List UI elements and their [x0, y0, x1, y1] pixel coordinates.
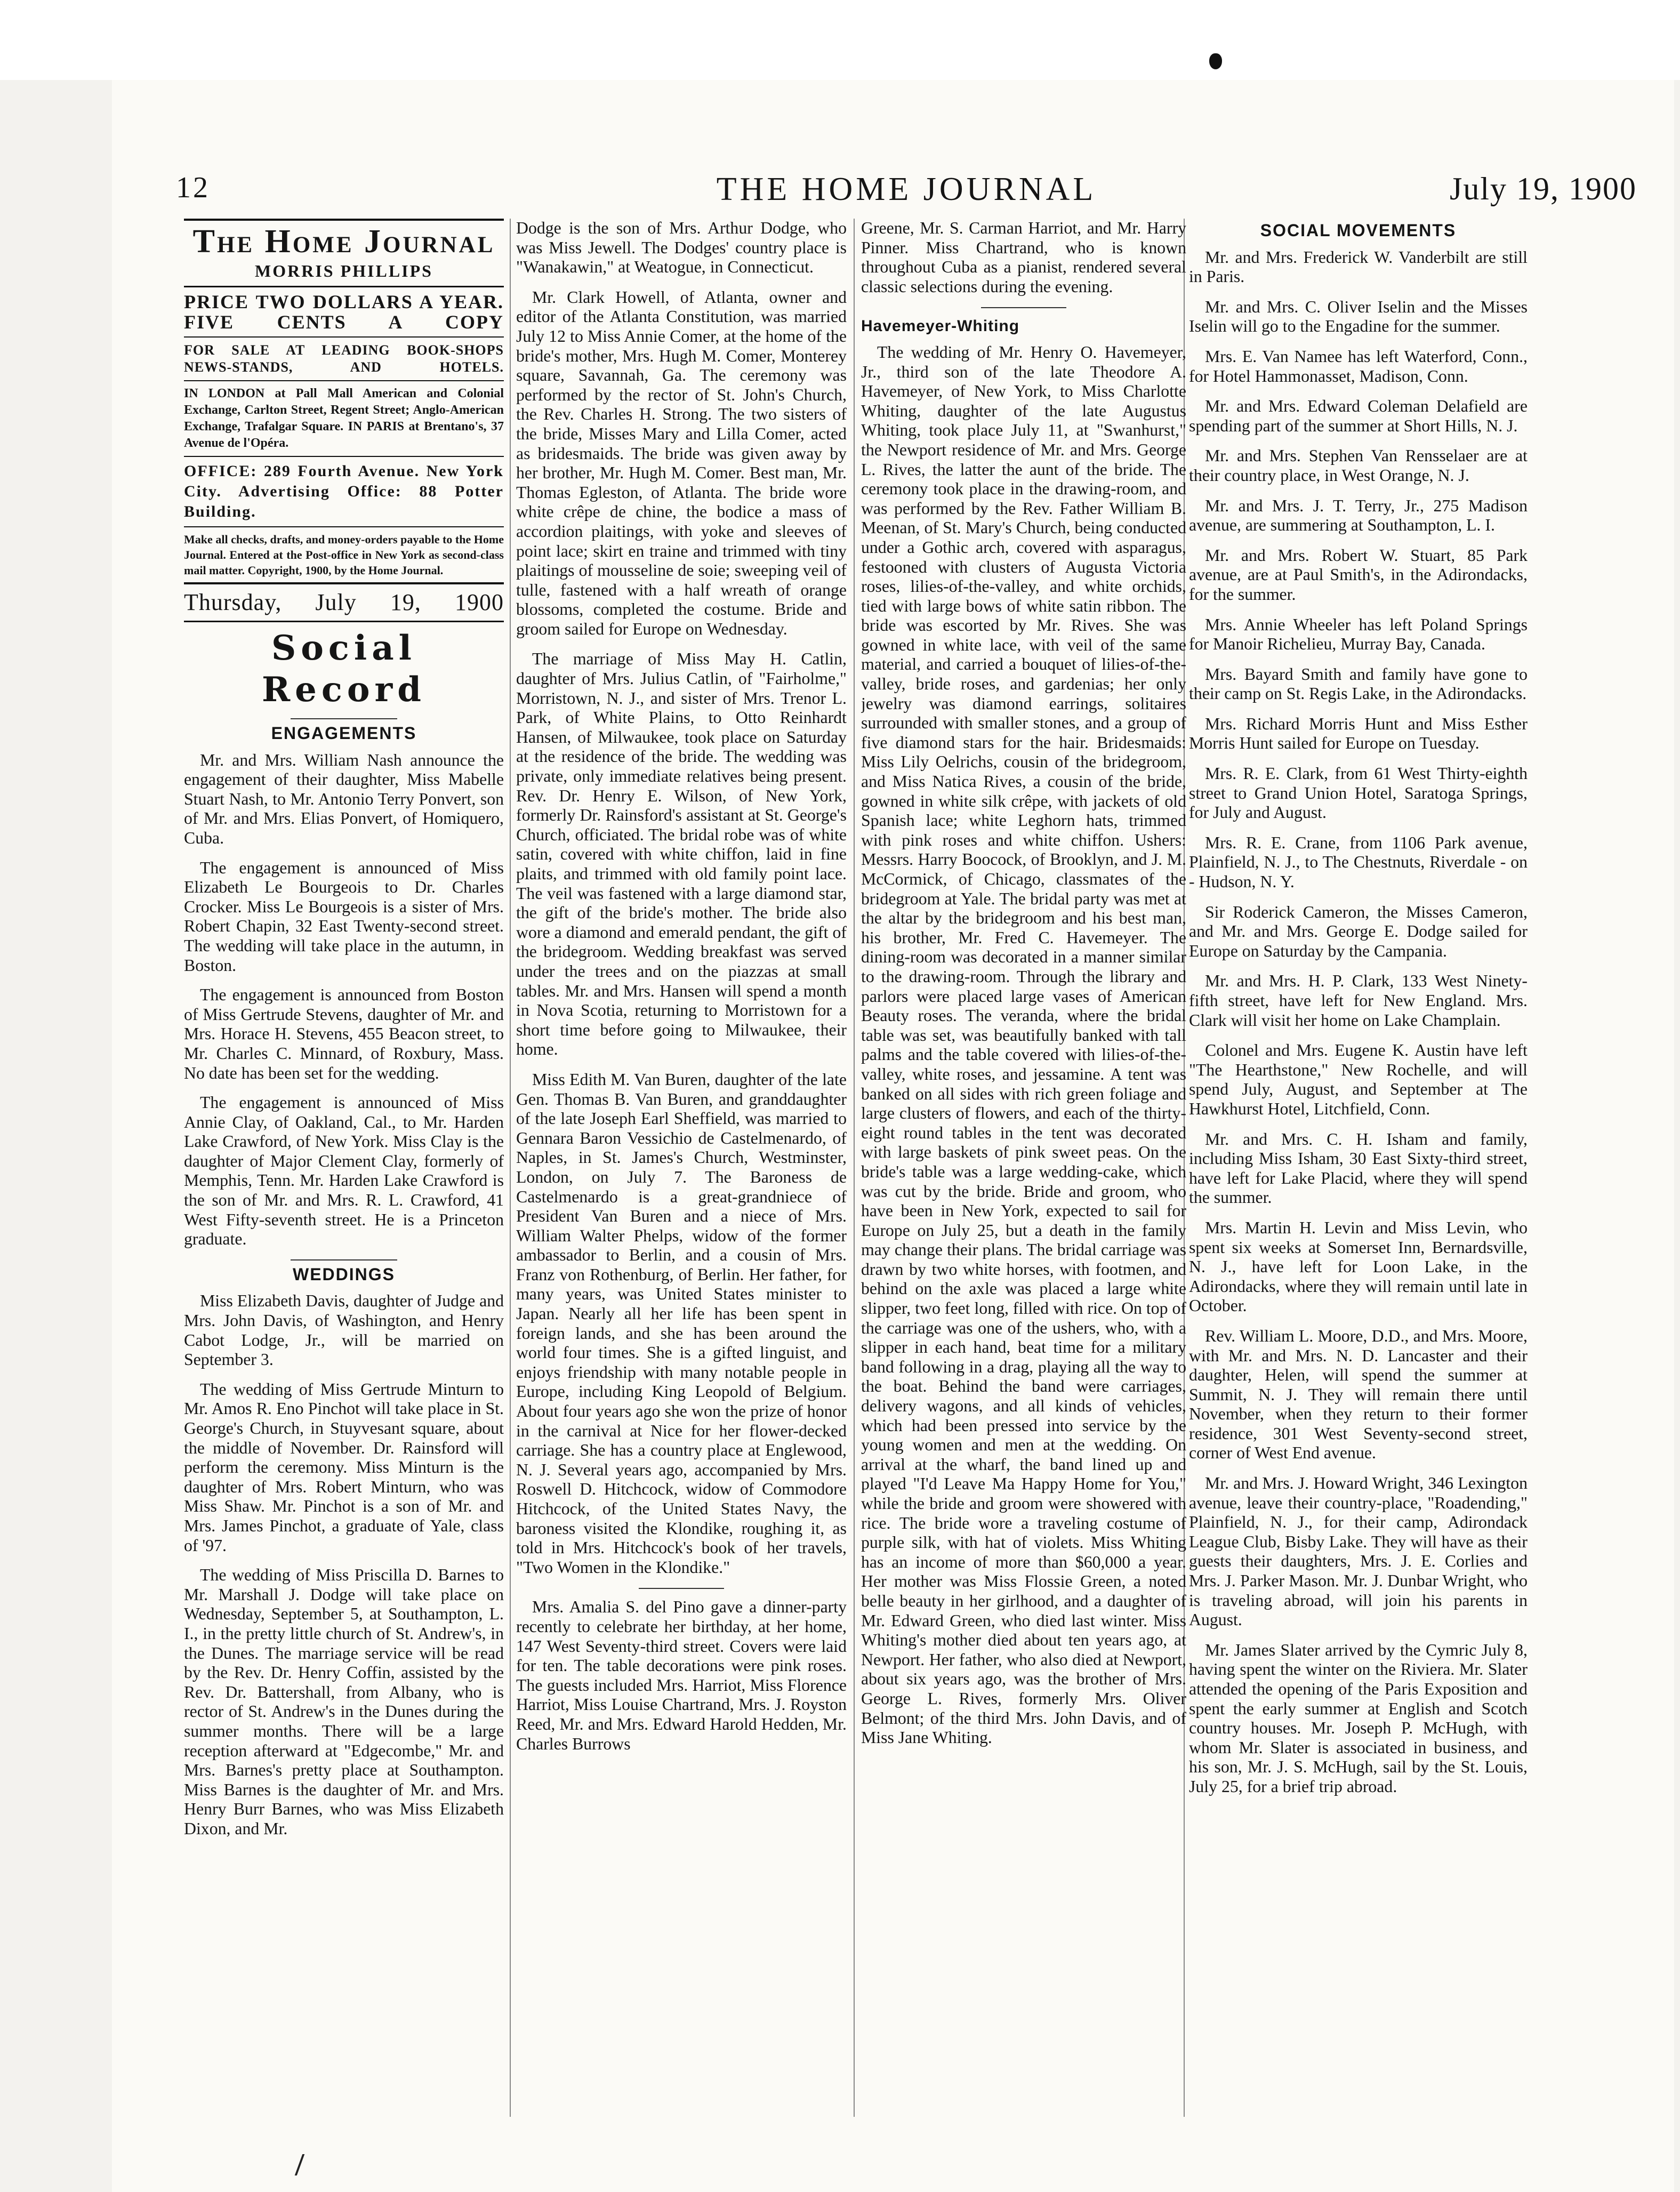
movement-item: Mr. and Mrs. H. P. Clark, 133 West Ninety-fifth street, have left for New England. Mrs. Clark will visit her home on Lake Champlain.	[1189, 971, 1528, 1030]
engagement-item: The engagement is announced of Miss Elizabeth Le Bourgeois to Dr. Charles Crocker. Miss Le Bourgeois is a sister of Mrs. Robert Chapin, 32 East Twenty-second street. The wedding will take place in the autumn, in Boston.	[184, 858, 504, 975]
movement-item: Mr. and Mrs. Robert W. Stuart, 85 Park avenue, are at Paul Smith's, in the Adirondacks, for the summer.	[1189, 545, 1528, 604]
engagement-item: The engagement is announced of Miss Annie Clay, of Oakland, Cal., to Mr. Harden Lake Crawford, of New York. Miss Clay is the daughter of Major Clement Clay, formerly of Memphis, Tenn. Mr. Harden Lake Crawford is the son of Mr. and Mrs. R. L. Crawford, 41 West Fifty-seventh street. He is a Princeton graduate.	[184, 1093, 504, 1249]
article-continuation: Dodge is the son of Mrs. Arthur Dodge, who was Miss Jewell. The Dodges' country place is "Wanakawin," at Weatogue, in Connecticut.	[516, 219, 847, 277]
movement-item: Mr. and Mrs. J. Howard Wright, 346 Lexington avenue, leave their country-place, "Roadending," Plainfield, N. J., for their camp, Adirondack League Club, Bisby Lake. They will have as their guests their daughters, Mrs. J. E. Corlies and Mrs. J. Parker Mason. Mr. J. Dunbar Wright, who is traveling abroad, will join his parents in August.	[1189, 1474, 1528, 1629]
sale-notice: FOR SALE AT LEADING BOOK-SHOPS NEWS-STANDS, AND HOTELS.	[184, 342, 504, 381]
column-rule	[510, 219, 511, 2117]
masthead-title: The Home Journal	[192, 223, 495, 260]
havemeyer-whiting-heading: Havemeyer-Whiting	[861, 317, 1020, 335]
agencies-notice: IN LONDON at Pall Mall American and Colonial Exchange, Carlton Street, Regent Street; Anglo-American Exchange, Trafalgar Square. IN PARIS at Brentano's, 37 Avenue de l'Opéra.	[184, 386, 504, 457]
article-continuation: Greene, Mr. S. Carman Harriot, and Mr. Harry Pinner. Miss Chartrand, who is known throughout Cuba as a pianist, rendered several classic selections during the evening.	[861, 219, 1186, 296]
wedding-item: The wedding of Miss Gertrude Minturn to Mr. Amos R. Eno Pinchot will take place in St. George's Church, in Stuyvesant square, about the middle of November. Dr. Rainsford will perform the ceremony. Miss Minturn is the daughter of Mrs. Robert Minturn, who was Miss Shaw. Mr. Pinchot is a son of Mr. and Mrs. James Pinchot, a graduate of Yale, class of '97.	[184, 1379, 504, 1555]
masthead-editor: MORRIS PHILLIPS	[184, 260, 504, 287]
page-header	[176, 171, 1637, 213]
engagement-item: The engagement is announced from Boston of Miss Gertrude Stevens, daughter of Mr. and Mrs. Horace H. Stevens, 455 Beacon street, to Mr. Charles C. Minnard, of Roxbury, Mass. No date has been set for the wedding.	[184, 985, 504, 1082]
social-movements-heading: SOCIAL MOVEMENTS	[1260, 221, 1457, 240]
article-paragraph: Mr. Clark Howell, of Atlanta, owner and editor of the Atlanta Constitution, was married July 12 to Miss Annie Comer, at the home of the bride's mother, Mrs. Hugh M. Comer, Monterey square, Savannah, Ga. The ceremony was performed by the rector of St. John's Church, the Rev. Charles H. Strong. The two sisters of the bride, Misses Mary and Lilla Comer, acted as bridesmaids. The bride was given away by her brother, Mr. Hugh M. Comer. Best man, Mr. Thomas Egleston, of Atlanta. The bride wore white crêpe de chine, the bodice a mass of accordion plaitings, with yoke and sleeves of point lace; skirt en traine and trimmed with tiny plaitings of mousseline de soie; sweeping veil of tulle, fastened with a half wreath of orange blossoms, completed the costume. Bride and groom sailed for Europe on Wednesday.	[516, 287, 847, 638]
movement-item: Mrs. R. E. Crane, from 1106 Park avenue, Plainfield, N. J., to The Chestnuts, Riverdale - on - Hudson, N. Y.	[1189, 833, 1528, 892]
wedding-item: The wedding of Miss Priscilla D. Barnes to Mr. Marshall J. Dodge will take place on Wednesday, September 5, at Southampton, L. I., in the pretty little church of St. Andrew's, in the Dunes. The marriage service will be read by the Rev. Dr. Henry Coffin, assisted by the Rev. Dr. Battershall, from Albany, who is rector of St. Andrew's in the Dunes during the summer months. There will be a large reception afterward at "Edgecombe," Mr. and Mrs. Barnes's pretty place at Southampton. Miss Barnes is the daughter of Mr. and Mrs. Henry Burr Barnes, who was Miss Elizabeth Dixon, and Mr.	[184, 1565, 504, 1838]
movement-item: Mr. and Mrs. Stephen Van Rensselaer are at their country place, in West Orange, N. J.	[1189, 446, 1528, 485]
column-3	[861, 219, 1186, 2133]
movement-item: Colonel and Mrs. Eugene K. Austin have left "The Hearthstone," New Rochelle, and will spend July, August, and September at The Hawkhurst Hotel, Litchfield, Conn.	[1189, 1041, 1528, 1118]
engagement-item: Mr. and Mrs. William Nash announce the engagement of their daughter, Miss Mabelle Stuart Nash, to Mr. Antonio Terry Ponvert, son of Mr. and Mrs. Elias Ponvert, of Homiquero, Cuba.	[184, 750, 504, 847]
column-rule	[854, 219, 855, 2117]
running-title: THE HOME JOURNAL	[716, 171, 1097, 207]
movement-item: Mrs. Richard Morris Hunt and Miss Esther Morris Hunt sailed for Europe on Tuesday.	[1189, 714, 1528, 753]
movement-item: Mrs. R. E. Clark, from 61 West Thirty-eighth street to Grand Union Hotel, Saratoga Springs, for July and August.	[1189, 764, 1528, 822]
movement-item: Mrs. E. Van Namee has left Waterford, Conn., for Hotel Hammonasset, Madison, Conn.	[1189, 347, 1528, 386]
engagements-heading: ENGAGEMENTS	[271, 724, 417, 743]
issue-date: July 19, 1900	[1449, 171, 1637, 206]
movement-item: Mr. and Mrs. Frederick W. Vanderbilt are still in Paris.	[1189, 247, 1528, 286]
movement-item: Mr. James Slater arrived by the Cymric July 8, having spent the winter on the Riviera. Mr. Slater attended the opening of the Paris Exposition and spent the early summer at English and Scotch country houses. Mr. Joseph P. McHugh, with whom Mr. Slater is associated in business, and his son, Mr. J. S. McHugh, sail by the St. Louis, July 25, for a brief trip abroad.	[1189, 1640, 1528, 1796]
office-address: OFFICE: 289 Fourth Avenue. New York City. Advertising Office: 88 Potter Building.	[184, 461, 504, 527]
divider	[981, 307, 1066, 308]
movement-item: Mr. and Mrs. Edward Coleman Delafield are spending part of the summer at Short Hills, N. J.	[1189, 397, 1528, 435]
article-paragraph: Mrs. Amalia S. del Pino gave a dinner-party recently to celebrate her birthday, at her home, 147 West Seventy-third street. Covers were laid for ten. The table decorations were pink roses. The guests included Mrs. Harriot, Miss Florence Harriot, Miss Louise Chartrand, Mrs. J. Royston Reed, Mr. and Mrs. Edward Harold Hedden, Mr. Charles Burrows	[516, 1597, 847, 1753]
divider	[291, 718, 397, 719]
movement-item: Mr. and Mrs. J. T. Terry, Jr., 275 Madison avenue, are summering at Southampton, L. I.	[1189, 496, 1528, 535]
movement-item: Mrs. Martin H. Levin and Miss Levin, who spent six weeks at Somerset Inn, Bernardsville, N. J., have left for Loon Lake, in the Adirondacks, where they will remain until late in October.	[1189, 1218, 1528, 1315]
column-1	[184, 219, 504, 2133]
movement-item: Rev. William L. Moore, D.D., and Mrs. Moore, with Mr. and Mrs. N. D. Lancaster and their daughter, Helen, will spend the summer at Summit, N. J. They will remain there until November, when they return to their former residence, 301 West Seventy-second street, corner of West End avenue.	[1189, 1326, 1528, 1463]
wedding-item: Miss Elizabeth Davis, daughter of Judge and Mrs. John Davis, of Washington, and Henry Cabot Lodge, Jr., will be married on September 3.	[184, 1291, 504, 1369]
article-paragraph: The wedding of Mr. Henry O. Havemeyer, Jr., third son of the late Theodore A. Havemeyer, of New York, to Miss Charlotte Whiting, daughter of the late Augustus Whiting, took place July 11, at "Swanhurst," the Newport residence of Mr. and Mrs. George L. Rives, the latter the aunt of the bride. The ceremony took place in the drawing-room, and was performed by the Rev. Father William B. Meenan, of St. Mary's Church, being conducted under a Gothic arch, covered with asparagus, festooned with clusters of Augusta Victoria roses, lilies-of-the-valley, and white orchids, tied with large bows of white satin ribbon. The bride was escorted by Mr. Rives. She was gowned in white lace, with veil of the same material, and carried a bouquet of lilies-of-the-valley, bride roses, and gardenias; her only jewelry was diamond earrings, solitaires surrounded with smaller stones, and a group of five diamond stars for the hair. Bridesmaids: Miss Lily Oelrichs, cousin of the bridegroom, and Miss Natica Rives, a cousin of the bride, gowned in white silk crêpe, with jackets of old Spanish lace; white Leghorn hats, trimmed with pink roses and white chiffon. Ushers: Messrs. Harry Boocock, of Brooklyn, and J. M. McCormick, of Chicago, classmates of the bridegroom at Yale. The bridal party was met at the altar by the bridegroom and his best man, his brother, Mr. Fred C. Havemeyer. The dining-room was decorated in a manner similar to the drawing-room. Through the library and parlors were placed large vases of American Beauty roses. The veranda, where the bridal table was set, was beautifully banked with tall palms and the table covered with lilies-of-the-valley, white roses, and jessamine. A tent was banked on all sides with rich green foliage and large clusters of flowers, and each of the thirty-eight round tables in the tent was decorated with large baskets of pink sweet peas. On the bride's table was a large wedding-cake, which was cut by the bride. Bride and groom, who have been in New York, expected to sail for Europe on July 25, but a death in the family may change their plans. The bridal carriage was drawn by two white horses, with footmen, and behind on the axle was placed a large white slipper, two feet long, filled with rice. On top of the carriage was one of the ushers, who, with a slipper in each hand, beat time for a military band following in a drag, playing all the way to the boat. Behind the band were carriages, delivery wagons, and all kinds of vehicles, which had been pressed into service by the young women and men at the wedding. On arrival at the wharf, the band lined up and played "I'd Leave Ma Happy Home for You," while the bride and groom were showered with rice. The bride wore a traveling costume of purple silk, with hat of violets. Miss Whiting has an income of more than $60,000 a year. Her mother was Miss Flossie Green, a noted belle beauty in her girlhood, and a daughter of Mr. Edward Green, who died last winter. Miss Whiting's mother died about ten years ago, at Newport. Her father, who also died at Newport, about six years ago, was the brother of Mrs. George L. Rives, formerly Mrs. Oliver Belmont; of the third Mrs. John Davis, and of Miss Jane Whiting.	[861, 342, 1186, 1747]
column-4	[1189, 219, 1528, 2133]
movement-item: Mrs. Annie Wheeler has left Poland Springs for Manoir Richelieu, Murray Bay, Canada.	[1189, 615, 1528, 654]
ink-speck	[1209, 53, 1222, 69]
scan-margin	[0, 0, 1680, 80]
movement-item: Sir Roderick Cameron, the Misses Cameron, and Mr. and Mrs. George E. Dodge sailed for Europe on Saturday by the Campania.	[1189, 902, 1528, 960]
page-number: 12	[176, 171, 210, 204]
weddings-heading: WEDDINGS	[293, 1264, 395, 1284]
masthead	[184, 219, 504, 711]
movement-item: Mr. and Mrs. C. H. Isham and family, including Miss Isham, 30 East Sixty-third street, have left for Lake Placid, where they will spend the summer.	[1189, 1129, 1528, 1207]
article-paragraph: The marriage of Miss May H. Catlin, daughter of Mrs. Julius Catlin, of "Fairholme," Morristown, N. J., and sister of Mrs. Trenor L. Park, of White Plains, to Otto Reinhardt Hansen, of Milwaukee, took place on Saturday at the residence of the bride. The wedding was private, only immediate relatives being present. Rev. Dr. Henry E. Wilson, of New York, formerly Dr. Rainsford's assistant at St. George's Church, officiated. The bridal robe was of white satin, covered with white chiffon, laid in fine plaits, and trimmed with old family point lace. The veil was fastened with a large diamond star, the gift of the bride's mother. The bride also wore a diamond and emerald pendant, the gift of the bridegroom. Wedding breakfast was served under the trees and on the piazzas at small tables. Mr. and Mrs. Hansen will spend a month in Nova Scotia, returning to Morristown for a short time before going to Milwaukee, their home.	[516, 649, 847, 1059]
movement-item: Mr. and Mrs. C. Oliver Iselin and the Misses Iselin will go to the Engadine for the summer.	[1189, 297, 1528, 336]
column-2	[516, 219, 847, 2133]
article-paragraph: Miss Edith M. Van Buren, daughter of the late Gen. Thomas B. Van Buren, and granddaughter of the late Joseph Earl Sheffield, was married to Gennara Baron Vessichio de Castelmenardo, of Naples, in St. James's Church, Westminster, London, on July 7. The Baroness de Castelmenardo is a great-grandniece of President Van Buren and a niece of Mrs. William Walter Phelps, widow of the former ambassador to Berlin, and a cousin of Mrs. Franz von Rothenburg, of Berlin. Her father, for many years, was United States minister to Japan. Nearly all her life has been spent in foreign lands, and she has been around the world four times. She is a gifted linguist, and enjoys friendship with many notable people in Europe, including King Leopold of Belgium. About four years ago she won the prize of honor in the carnival at Nice for her flower-decked carriage. She has a country place at Englewood, N. J. Several years ago, accompanied by Mrs. Roswell D. Hitchcock, widow of Commodore Hitchcock, of the United States Navy, the baroness visited the Klondike, roughing it, as told in Mrs. Hitchcock's book of her travels, "Two Women in the Klondike."	[516, 1070, 847, 1577]
divider	[639, 1588, 724, 1589]
subscription-price: PRICE TWO DOLLARS A YEAR. FIVE CENTS A COPY	[184, 292, 504, 338]
section-title: Social Record	[261, 628, 427, 710]
movement-item: Mrs. Bayard Smith and family have gone to their camp on St. Regis Lake, in the Adirondacks.	[1189, 664, 1528, 703]
divider	[291, 1259, 397, 1260]
payment-notice: Make all checks, drafts, and money-orders payable to the Home Journal. Entered at the Post-office in New York as second-class mail matter. Copyright, 1900, by the Home Journal.	[184, 532, 504, 584]
date-line: Thursday, July 19, 1900	[184, 588, 504, 622]
